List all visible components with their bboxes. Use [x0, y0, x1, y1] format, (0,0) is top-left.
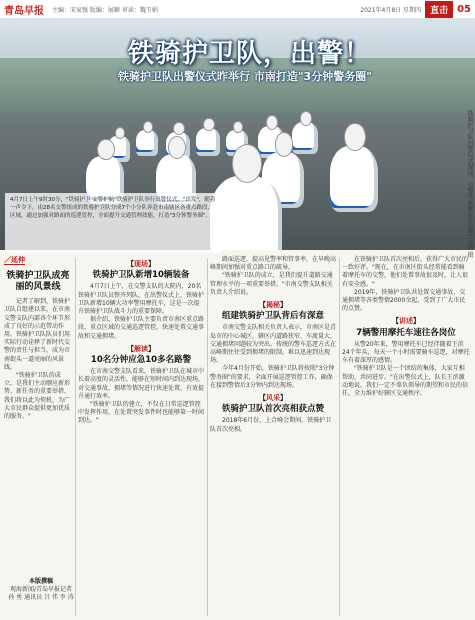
article-title: 铁骑护卫队首次亮相获点赞 [221, 404, 324, 415]
paragraph: 据介绍，铁骑护卫队主要负责市南区重点路段、重点区域的交通巡逻管控，快速处置交通事故和交通拥堵。 [78, 316, 205, 340]
vertical-photo-note: 铁骑护卫队出警仪式现场，交警驾驶摩托车巡逻 王滨 摄 [466, 110, 473, 258]
paragraph: 2018年6月份，上合峰会期间，铁骑护卫队首次亮相。 [210, 417, 332, 433]
issue-date: 2021年4月8日 星期四 [360, 6, 422, 14]
masthead [0, 0, 475, 19]
paragraph: 今年4月份开始，铁骑护卫队将按照"3分钟警务圈"的要求，全面开展巡逻管控工作，确保在接到警情后3分钟内到达现场。 [210, 365, 335, 389]
paragraph: 2019年，铁骑护卫队共处置交通事故、交通拥堵等各类警情2000余起，受到了广大市民的点赞。 [342, 288, 466, 313]
paragraph: 在市南交警支队看来，铁骑护卫队在城市中长着高度的灵活性，能够在短时间内到达现场，对交通事故、拥堵等情况进行快速处置，有效提升通行效率。 [78, 368, 205, 400]
column-1 [4, 256, 74, 601]
motorcycle [292, 122, 318, 154]
paragraph: "铁骑护卫队的建立，不仅在日常巡逻管控中发挥作用，在处置突发事件时也能够第一时间到达。" [78, 401, 205, 425]
paragraph: 路面巡逻，提高见警率和管事率，在早晚高峰期间加强对重点路口的疏导。 [210, 256, 337, 272]
motorcycle [196, 128, 220, 156]
column-2 [78, 256, 204, 426]
article-title: 铁骑护卫队成亮丽的风景线 [6, 271, 70, 293]
photo-caption: 4月7日上午9时30分，"铁骑护卫 安警护航"铁骑护卫队举行出警仪式。"出发"，随着一声令下，由28名交警组成的铁骑护卫队分成7个小分队奔赴市南辖区各重点路段、区域，通过加强对路面的巡逻管控，全面提升交通管理效能，打造"3分钟警务圈"。 [5, 193, 221, 253]
article-title: 铁骑护卫队新增10辆装备 [92, 270, 190, 281]
subheadline: 铁骑护卫队出警仪式昨举行 市南打造"3分钟警务圈" [118, 70, 372, 83]
article-title: 7辆警用摩托车速往各岗位 [356, 327, 456, 338]
editor-credits: 主编：宋家强 版编：展颖 审读：魏玉娟 [52, 6, 158, 14]
article-title: 组建铁骑护卫队背后有深意 [221, 311, 324, 322]
section-tag: 【讲述】 [392, 317, 420, 326]
column-3 [210, 256, 336, 434]
article-title: 10名分钟应急10多名路警 [90, 355, 192, 366]
headline: 铁骑护卫队，出警！ [128, 39, 372, 69]
paragraph: 4月7日上午，在交警支队的大院内，20名铁骑护卫队员整齐列队，在出警仪式上，铁骑护卫队新增10辆大功率警用摩托车，这是一次提升铁骑护卫队战斗力的重要保障。 [78, 283, 205, 316]
motorcycle [136, 130, 158, 156]
paragraph: 记者了解到，铁骑护卫队自组建以来，在市南交警支队内部各个环节形成了良好的示范带动作用。铁骑护卫队队员们用实际行动诠释了新时代交警的责任与担当，成为市南街头一道亮丽的风景线。 [4, 298, 71, 371]
newspaper-logo: 青岛早报 [4, 5, 44, 17]
column-4 [342, 256, 470, 398]
column-divider [75, 258, 76, 616]
section-label[interactable]: 直击 [425, 1, 453, 18]
byline-label: 本版撰稿 [28, 578, 53, 585]
paragraph: "铁骑护卫队的成立，是我们主动顺应新形势、新任务的重要举措，我们将以此为契机，为广大市民群众提供更加优质的服务。" [4, 372, 71, 421]
byline [8, 578, 74, 602]
page-number: 05 [457, 3, 471, 15]
byline-text: 观海新闻/青岛早报记者 孙 勇 通讯员 吕 伟 李 涛 [8, 586, 74, 601]
paragraph: "铁骑护卫队是一个团结的集体，大家互相帮助，共同进步。"在出警仪式上，队长王滨激动地说，我们一定不辜负领导的期望和市民的信任，全力维护好辖区交通秩序。 [342, 365, 469, 398]
motorcycle [330, 146, 378, 212]
paragraph: 在铁骑护卫队首次亮相后，获得广大市民的一致好评。"现在，在市南区街头经常能看到骑着摩托车的交警，他们处置事故很及时，让人很有安全感。" [342, 256, 469, 288]
section-tag: 【风采】 [259, 394, 287, 403]
section-tag: 【解读】 [127, 344, 155, 353]
section-tag: ／延伸 [4, 256, 25, 264]
paragraph: "铁骑护卫队的成立，是我们提升道路交通管理水平的一项重要举措。"市南交警支队相关负责人介绍说。 [210, 272, 333, 296]
section-tag: 【揭秘】 [259, 301, 287, 310]
flag-icon: ／ [4, 256, 11, 264]
column-divider [339, 258, 340, 616]
section-tag: 【现场】 [127, 260, 155, 268]
paragraph: 市南交警支队相关负责人表示，市南区是青岛市的中心城区，辖区内道路狭窄、车流量大，交通拥堵问题较为突出。传统的警车巡逻方式在高峰期往往受到拥堵的限制，难以迅速到达现场。 [210, 324, 337, 365]
paragraph: 从警20年来，警用摩托车已经伴随着王滨24个年头，每天一个小时需要骑车巡逻，对摩托车有着深厚的感情。 [342, 340, 470, 365]
column-divider [207, 258, 208, 616]
